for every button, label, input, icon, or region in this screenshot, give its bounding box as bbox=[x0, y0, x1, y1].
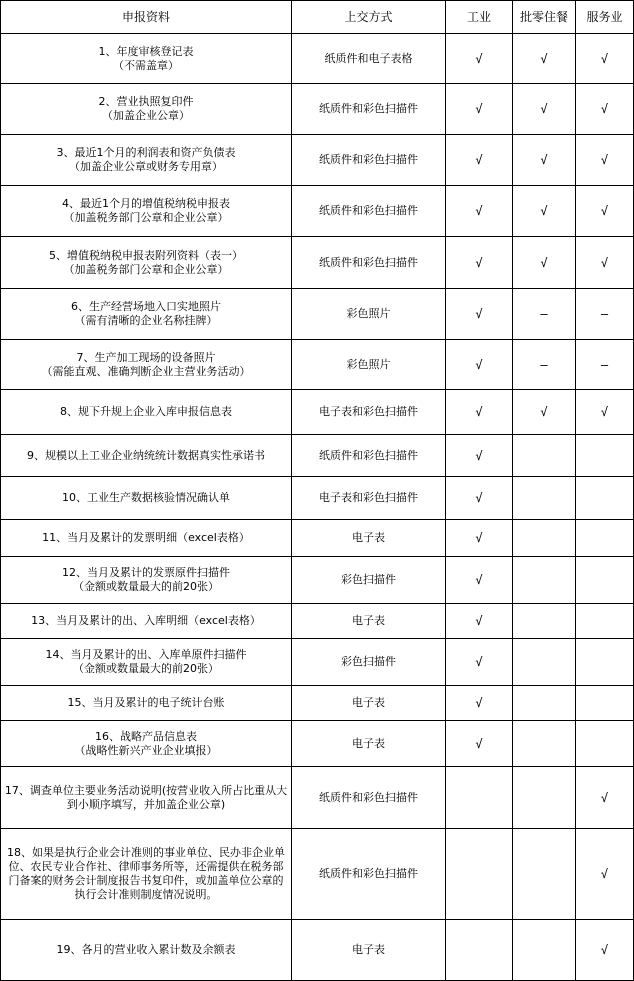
retail-mark: √ bbox=[513, 186, 576, 237]
service-mark: √ bbox=[576, 186, 634, 237]
retail-mark: √ bbox=[513, 34, 576, 84]
industry-mark bbox=[446, 767, 513, 829]
retail-mark: √ bbox=[513, 135, 576, 186]
table-row bbox=[1, 767, 634, 829]
submission-method: 电子表和彩色扫描件 bbox=[292, 390, 446, 435]
table-row bbox=[1, 84, 634, 135]
service-mark: √ bbox=[576, 390, 634, 435]
industry-mark: √ bbox=[446, 34, 513, 84]
table-row bbox=[1, 920, 634, 981]
retail-mark bbox=[513, 477, 576, 520]
industry-mark: √ bbox=[446, 186, 513, 237]
material-item: 3、最近1个月的利润表和资产负债表 （加盖企业公章或财务专用章） bbox=[1, 135, 292, 186]
service-mark: — bbox=[576, 340, 634, 390]
retail-mark bbox=[513, 920, 576, 981]
table-row bbox=[1, 557, 634, 604]
industry-mark: √ bbox=[446, 135, 513, 186]
submission-method: 电子表和彩色扫描件 bbox=[292, 477, 446, 520]
material-item: 19、各月的营业收入累计数及余额表 bbox=[1, 920, 292, 981]
material-item: 4、最近1个月的增值税纳税申报表 （加盖税务部门公章和企业公章） bbox=[1, 186, 292, 237]
submission-method: 纸质件和彩色扫描件 bbox=[292, 84, 446, 135]
service-mark: √ bbox=[576, 829, 634, 920]
material-item: 2、营业执照复印件 （加盖企业公章） bbox=[1, 84, 292, 135]
retail-mark: √ bbox=[513, 84, 576, 135]
material-item: 8、规下升规上企业入库申报信息表 bbox=[1, 390, 292, 435]
service-mark bbox=[576, 477, 634, 520]
submission-method: 纸质件和彩色扫描件 bbox=[292, 829, 446, 920]
industry-mark: √ bbox=[446, 686, 513, 721]
industry-mark: √ bbox=[446, 84, 513, 135]
submission-method: 电子表 bbox=[292, 520, 446, 557]
submission-method: 彩色照片 bbox=[292, 289, 446, 340]
material-item: 16、战略产品信息表 （战略性新兴产业企业填报） bbox=[1, 721, 292, 767]
submission-method: 纸质件和电子表格 bbox=[292, 34, 446, 84]
material-item: 15、当月及累计的电子统计台账 bbox=[1, 686, 292, 721]
service-mark: √ bbox=[576, 34, 634, 84]
table-row bbox=[1, 289, 634, 340]
service-mark: √ bbox=[576, 920, 634, 981]
material-item: 5、增值税纳税申报表附列资料（表一） （加盖税务部门公章和企业公章） bbox=[1, 237, 292, 289]
material-item: 1、年度审核登记表 （不需盖章） bbox=[1, 34, 292, 84]
table-row bbox=[1, 639, 634, 686]
material-item: 11、当月及累计的发票明细（excel表格） bbox=[1, 520, 292, 557]
table-row bbox=[1, 135, 634, 186]
service-mark bbox=[576, 435, 634, 477]
industry-mark: √ bbox=[446, 520, 513, 557]
industry-mark bbox=[446, 829, 513, 920]
material-item: 12、当月及累计的发票原件扫描件 （金额或数量最大的前20张） bbox=[1, 557, 292, 604]
header-service: 服务业 bbox=[576, 1, 634, 34]
submission-method: 电子表 bbox=[292, 686, 446, 721]
submission-method: 彩色扫描件 bbox=[292, 557, 446, 604]
material-item: 13、当月及累计的出、入库明细（excel表格） bbox=[1, 604, 292, 639]
service-mark: — bbox=[576, 289, 634, 340]
header-retail-catering: 批零住餐 bbox=[513, 1, 576, 34]
header-submission-method: 上交方式 bbox=[292, 1, 446, 34]
industry-mark: √ bbox=[446, 237, 513, 289]
table-row bbox=[1, 686, 634, 721]
retail-mark: √ bbox=[513, 390, 576, 435]
service-mark bbox=[576, 520, 634, 557]
submission-method: 纸质件和彩色扫描件 bbox=[292, 435, 446, 477]
service-mark: √ bbox=[576, 84, 634, 135]
header-materials: 申报资料 bbox=[1, 1, 292, 34]
table-row bbox=[1, 829, 634, 920]
table-row bbox=[1, 340, 634, 390]
retail-mark bbox=[513, 639, 576, 686]
table-row bbox=[1, 477, 634, 520]
industry-mark: √ bbox=[446, 721, 513, 767]
table-row bbox=[1, 721, 634, 767]
header-industry: 工业 bbox=[446, 1, 513, 34]
submission-method: 彩色照片 bbox=[292, 340, 446, 390]
submission-method: 彩色扫描件 bbox=[292, 639, 446, 686]
service-mark: √ bbox=[576, 767, 634, 829]
table-row bbox=[1, 186, 634, 237]
table-row bbox=[1, 520, 634, 557]
retail-mark bbox=[513, 435, 576, 477]
table-row bbox=[1, 34, 634, 84]
retail-mark bbox=[513, 721, 576, 767]
submission-method: 纸质件和彩色扫描件 bbox=[292, 767, 446, 829]
material-item: 18、如果是执行企业会计准则的事业单位、民办非企业单位、农民专业合作社、律师事务所等，还需提供在税务部门备案的财务会计制度报告书复印件，或加盖单位公章的执行会计准则制度情况说明。 bbox=[1, 829, 292, 920]
retail-mark: √ bbox=[513, 237, 576, 289]
material-item: 14、当月及累计的出、入库单原件扫描件 （金额或数量最大的前20张） bbox=[1, 639, 292, 686]
service-mark bbox=[576, 604, 634, 639]
industry-mark: √ bbox=[446, 340, 513, 390]
retail-mark bbox=[513, 829, 576, 920]
submission-method: 电子表 bbox=[292, 721, 446, 767]
submission-method: 纸质件和彩色扫描件 bbox=[292, 135, 446, 186]
retail-mark bbox=[513, 686, 576, 721]
retail-mark bbox=[513, 604, 576, 639]
service-mark bbox=[576, 557, 634, 604]
table-row bbox=[1, 237, 634, 289]
table-row bbox=[1, 604, 634, 639]
service-mark bbox=[576, 721, 634, 767]
table-row bbox=[1, 435, 634, 477]
industry-mark: √ bbox=[446, 557, 513, 604]
submission-method: 电子表 bbox=[292, 920, 446, 981]
retail-mark bbox=[513, 557, 576, 604]
submission-method: 纸质件和彩色扫描件 bbox=[292, 186, 446, 237]
retail-mark: — bbox=[513, 289, 576, 340]
industry-mark: √ bbox=[446, 604, 513, 639]
service-mark bbox=[576, 639, 634, 686]
retail-mark: — bbox=[513, 340, 576, 390]
submission-method: 纸质件和彩色扫描件 bbox=[292, 237, 446, 289]
industry-mark: √ bbox=[446, 390, 513, 435]
submission-method: 电子表 bbox=[292, 604, 446, 639]
industry-mark: √ bbox=[446, 435, 513, 477]
material-item: 7、生产加工现场的设备照片 （需能直观、准确判断企业主营业务活动） bbox=[1, 340, 292, 390]
retail-mark bbox=[513, 767, 576, 829]
material-item: 10、工业生产数据核验情况确认单 bbox=[1, 477, 292, 520]
header-row bbox=[1, 1, 634, 34]
industry-mark bbox=[446, 920, 513, 981]
service-mark bbox=[576, 686, 634, 721]
industry-mark: √ bbox=[446, 639, 513, 686]
material-item: 6、生产经营场地入口实地照片 （需有清晰的企业名称挂牌） bbox=[1, 289, 292, 340]
industry-mark: √ bbox=[446, 477, 513, 520]
material-item: 17、调查单位主要业务活动说明(按营业收入所占比重从大到小顺序填写，并加盖企业公章) bbox=[1, 767, 292, 829]
industry-mark: √ bbox=[446, 289, 513, 340]
table-row bbox=[1, 390, 634, 435]
retail-mark bbox=[513, 520, 576, 557]
service-mark: √ bbox=[576, 135, 634, 186]
material-item: 9、规模以上工业企业纳统统计数据真实性承诺书 bbox=[1, 435, 292, 477]
service-mark: √ bbox=[576, 237, 634, 289]
